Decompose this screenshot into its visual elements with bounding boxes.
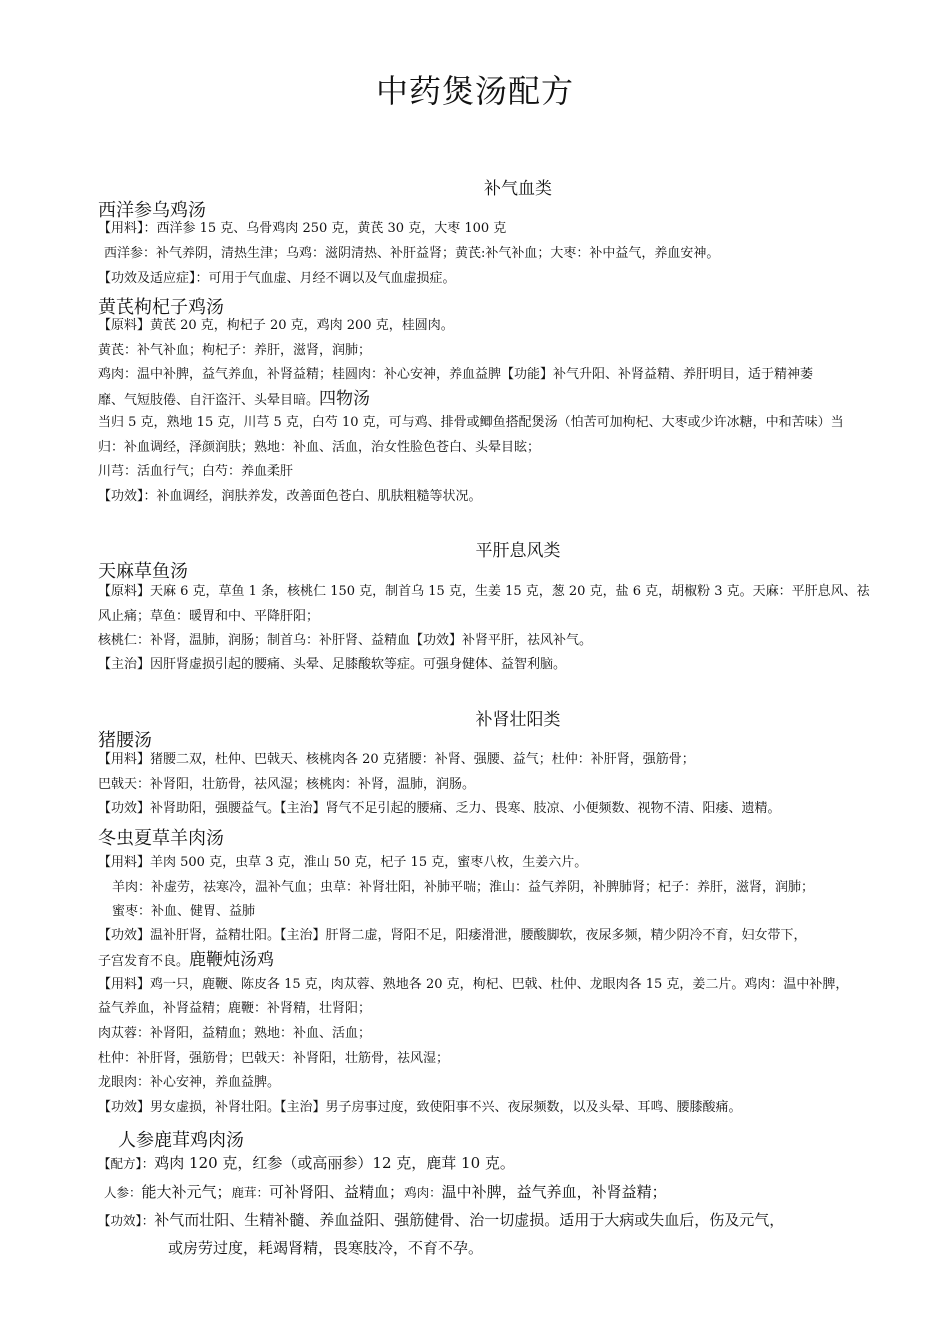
category-heading: 补肾壮阳类 bbox=[475, 710, 561, 730]
recipe-title: 四物汤 bbox=[319, 389, 371, 409]
recipe-title: 猪腰汤 bbox=[98, 730, 152, 751]
recipe-line: 【用料】羊肉 500 克，虫草 3 克，淮山 50 克，杞子 15 克，蜜枣八枚，生姜六片。 bbox=[98, 855, 588, 870]
recipe-line: 鸡肉：温中补脾，益气养血，补肾益精；桂圆肉：补心安神，养血益脾【功能】补气升阳、补肾益精、养肝明目，适于精神萎 bbox=[98, 367, 814, 382]
herb-label: 人参： bbox=[104, 1185, 142, 1200]
recipe-title: 西洋参乌鸡汤 bbox=[98, 200, 206, 221]
recipe-line: 益气养血，补肾益精；鹿鞭：补肾精，壮肾阳； bbox=[98, 1001, 372, 1016]
recipe-line bbox=[98, 952, 274, 970]
recipe-title: 黄芪枸杞子鸡汤 bbox=[98, 297, 224, 318]
recipe-line: 杜仲：补肝肾，强筋骨；巴戟天：补肾阳，壮筋骨，祛风湿； bbox=[98, 1051, 450, 1066]
recipe-line: 或房劳过度，耗竭肾精，畏寒肢冷，不育不孕。 bbox=[168, 1239, 484, 1257]
recipe-line: 【功效】温补肝肾，益精壮阳。【主治】肝肾二虚，肾阳不足，阳痿滑泄，腰酸脚软，夜尿多频，精少阴冷不育，妇女带下， bbox=[98, 928, 807, 943]
herb-text: 可补肾阳、益精血； bbox=[269, 1183, 405, 1201]
recipe-line: 【用料】猪腰二双，杜仲、巴戟天、核桃肉各 20 克猪腰：补肾、强腰、益气；杜仲：补肝肾，强筋骨； bbox=[98, 752, 695, 767]
recipe-line: 肉苁蓉：补肾阳，益精血；熟地：补血、活血； bbox=[98, 1026, 372, 1041]
category-heading: 平肝息风类 bbox=[475, 541, 561, 561]
recipe-line: 巴戟天：补肾阳，壮筋骨，祛风湿；核桃肉：补肾，温肺，润肠。 bbox=[98, 777, 476, 792]
field-text: 鸡肉 120 克，红参（或高丽参）12 克，鹿茸 10 克。 bbox=[154, 1154, 515, 1172]
recipe-title: 人参鹿茸鸡肉汤 bbox=[118, 1130, 244, 1151]
field-text: 补气而壮阳、生精补髓、养血益阳、强筋健骨、治一切虚损。适用于大病或失血后，伤及元气， bbox=[154, 1211, 785, 1229]
recipe-line: 核桃仁：补肾，温肺，润肠；制首乌：补肝肾、益精血【功效】补肾平肝，祛风补气。 bbox=[98, 633, 593, 648]
herb-text: 温中补脾，益气养血，补肾益精； bbox=[441, 1183, 667, 1201]
recipe-line: 黄芪：补气补血；枸杞子：养肝，滋肾，润肺； bbox=[98, 343, 372, 358]
field-label: 【配方】： bbox=[98, 1156, 155, 1171]
recipe-line: 【功效】：补血调经，润肤养发，改善面色苍白、肌肤粗糙等状况。 bbox=[98, 489, 482, 504]
recipe-line: 【原料】天麻 6 克，草鱼 1 条，核桃仁 150 克，制首乌 15 克，生姜 15 克，葱 20 克，盐 6 克，胡椒粉 3 克。天麻：平肝息风、祛 bbox=[98, 584, 870, 599]
recipe-line-text: 靡、气短肢倦、自汗盗汗、头晕目暗。 bbox=[98, 393, 320, 408]
herb-text: 能大补元气； bbox=[141, 1183, 232, 1201]
recipe-line: 归：补血调经，泽颜润肤；熟地：补血、活血，治女性脸色苍白、头晕目眩； bbox=[98, 440, 541, 455]
category-heading: 补气血类 bbox=[484, 179, 552, 199]
recipe-title: 冬虫夏草羊肉汤 bbox=[98, 828, 224, 849]
recipe-line: 当归 5 克，熟地 15 克，川芎 5 克，白芍 10 克，可与鸡、排骨或鲫鱼搭配煲汤（怕苦可加枸杞、大枣或少许冰糖，中和苦味）当 bbox=[98, 415, 844, 430]
recipe-line bbox=[98, 1153, 515, 1174]
recipe-line: 【原料】黄芪 20 克，枸杞子 20 克，鸡肉 200 克，桂圆肉。 bbox=[98, 318, 454, 333]
recipe-line: 【功效】补肾助阳，强腰益气。【主治】肾气不足引起的腰痛、乏力、畏寒、肢凉、小便频数、视物不清、阳痿、遗精。 bbox=[98, 801, 781, 816]
recipe-line: 风止痛；草鱼：暖胃和中、平降肝阳； bbox=[98, 609, 320, 624]
recipe-line bbox=[104, 1182, 667, 1203]
recipe-line: 川芎：活血行气；白芍：养血柔肝 bbox=[98, 464, 294, 479]
recipe-line: 【功效及适应症】：可用于气血虚、月经不调以及气血虚损症。 bbox=[98, 271, 456, 286]
document-title: 中药煲汤配方 bbox=[375, 72, 574, 110]
recipe-line: 西洋参：补气养阴，清热生津；乌鸡：滋阴清热、补肝益肾；黄芪:补气补血；大枣：补中益气，养血安神。 bbox=[104, 246, 720, 261]
recipe-line: 羊肉：补虚劳，祛寒冷，温补气血；虫草：补肾壮阳，补肺平喘；淮山：益气养阴，补脾肺肾；杞子：养肝，滋肾，润肺； bbox=[112, 880, 815, 895]
recipe-line bbox=[98, 391, 370, 409]
recipe-line: 【功效】男女虚损，补肾壮阳。【主治】男子房事过度，致使阳事不兴、夜尿频数，以及头晕、耳鸣、腰膝酸痛。 bbox=[98, 1100, 742, 1115]
recipe-line: 龙眼肉：补心安神，养血益脾。 bbox=[98, 1075, 281, 1090]
recipe-title: 天麻草鱼汤 bbox=[98, 561, 188, 582]
recipe-title: 鹿鞭炖汤鸡 bbox=[189, 950, 275, 970]
herb-label: 鹿茸： bbox=[231, 1185, 270, 1200]
recipe-line bbox=[98, 1210, 784, 1231]
recipe-line-text: 子宫发育不良。 bbox=[98, 954, 190, 969]
recipe-line: 【用料】鸡一只，鹿鞭、陈皮各 15 克，肉苁蓉、熟地各 20 克，枸杞、巴戟、杜仲、龙眼肉各 15 克，姜二片。鸡肉：温中补脾， bbox=[98, 977, 849, 992]
recipe-line: 【主治】因肝肾虚损引起的腰痛、头晕、足膝酸软等症。可强身健体、益智利脑。 bbox=[98, 657, 567, 672]
recipe-line: 【用料】：西洋参 15 克、乌骨鸡肉 250 克，黄芪 30 克，大枣 100 克 bbox=[98, 221, 507, 236]
herb-label: 鸡肉： bbox=[404, 1185, 442, 1200]
recipe-line: 蜜枣：补血、健胃、益肺 bbox=[112, 904, 256, 919]
field-label: 【功效】： bbox=[98, 1213, 155, 1228]
